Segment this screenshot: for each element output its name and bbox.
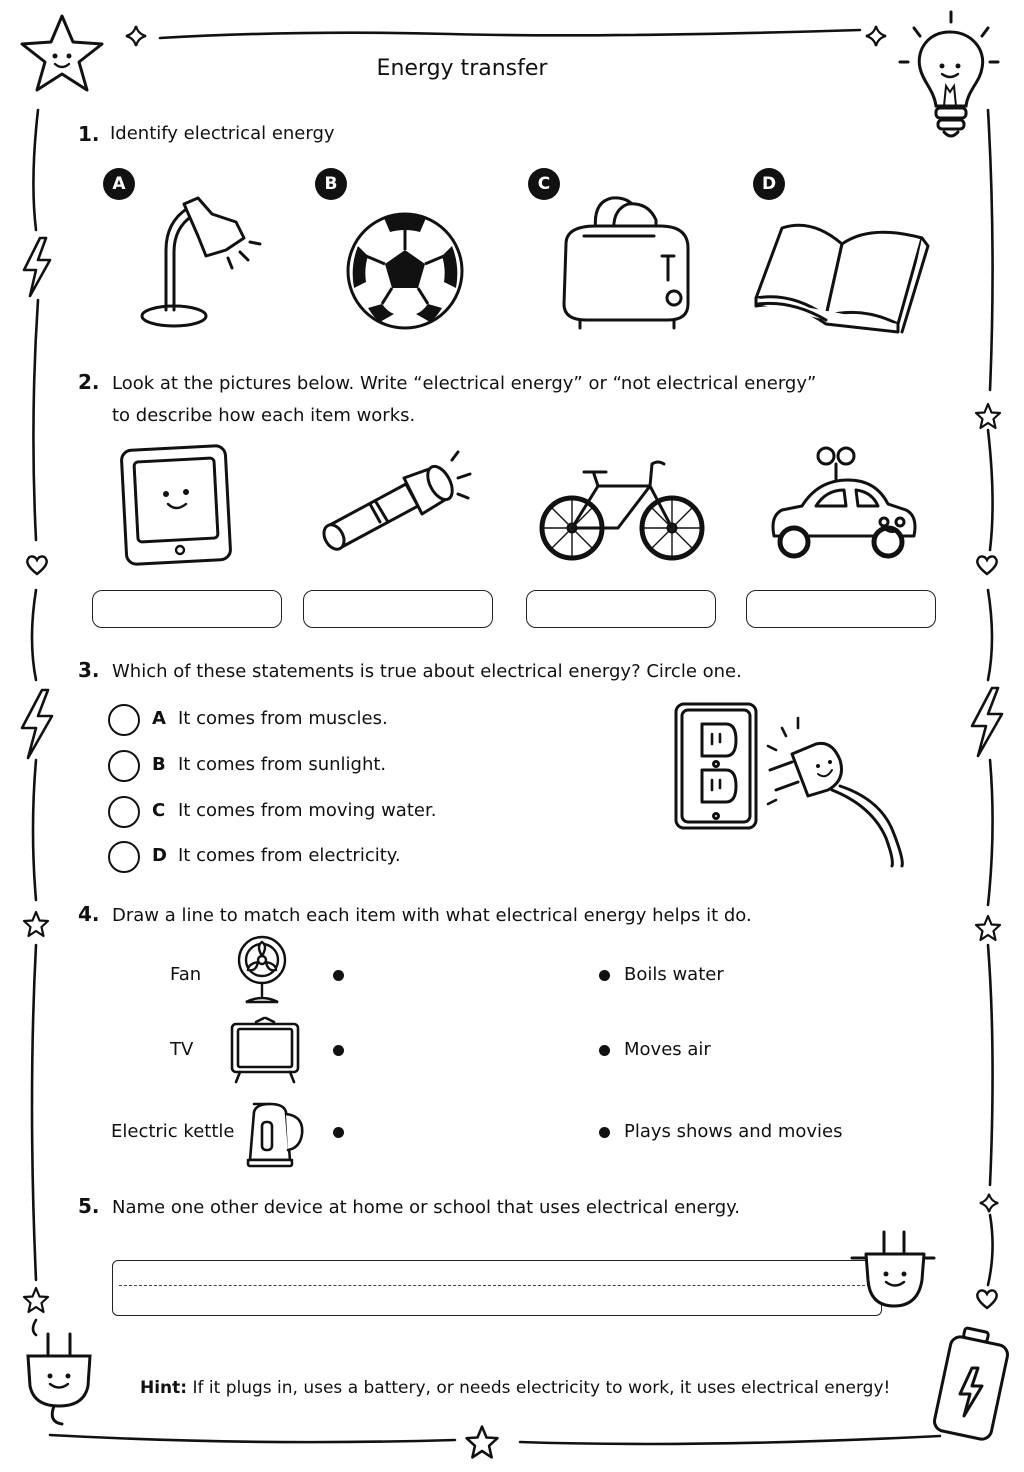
- dashed-guide-line: [119, 1285, 875, 1286]
- smiling-plug-icon: [18, 1330, 98, 1426]
- match-dot-right-boils-water[interactable]: [599, 970, 610, 981]
- option-text-a: It comes from muscles.: [178, 708, 388, 729]
- tablet-icon[interactable]: [118, 442, 232, 564]
- heart-icon: [24, 552, 50, 578]
- soccer-ball-icon[interactable]: [344, 210, 466, 332]
- question-4-prompt: Draw a line to match each item with what electrical energy helps it do.: [112, 905, 752, 926]
- option-circle-b[interactable]: [108, 750, 140, 782]
- bicycle-icon[interactable]: [538, 456, 706, 564]
- option-circle-a[interactable]: [108, 704, 140, 736]
- question-5-number: 5.: [78, 1194, 100, 1218]
- hint-body: If it plugs in, uses a battery, or needs electricity to work, it uses electrical energy!: [187, 1378, 891, 1398]
- sparkle-icon: [864, 24, 888, 48]
- option-circle-c[interactable]: [108, 796, 140, 828]
- star-icon: [464, 1424, 500, 1460]
- answer-box-flashlight[interactable]: [303, 590, 493, 628]
- question-5-answer-line[interactable]: [112, 1260, 882, 1316]
- match-dot-left-fan[interactable]: [333, 970, 344, 981]
- smiling-star-icon: [16, 12, 108, 96]
- question-1-number: 1.: [78, 122, 100, 146]
- lightning-bolt-icon: [968, 686, 1006, 758]
- option-letter-b: B: [152, 754, 166, 775]
- option-badge-a: A: [103, 168, 135, 200]
- option-letter-c: C: [152, 800, 166, 821]
- option-badge-d: D: [753, 168, 785, 200]
- match-label-electric-kettle: Electric kettle: [111, 1121, 235, 1142]
- match-label-tv: TV: [170, 1039, 194, 1060]
- question-4-number: 4.: [78, 902, 100, 926]
- match-label-fan: Fan: [170, 964, 202, 985]
- answer-box-toy-car[interactable]: [746, 590, 936, 628]
- sparkle-icon: [978, 1192, 1000, 1214]
- answer-box-tablet[interactable]: [92, 590, 282, 628]
- sparkle-icon: [124, 24, 148, 48]
- match-dot-left-kettle[interactable]: [333, 1127, 344, 1138]
- option-letter-a: A: [152, 708, 166, 729]
- desk-lamp-icon[interactable]: [136, 192, 266, 334]
- match-label-boils-water: Boils water: [624, 964, 724, 985]
- question-2-number: 2.: [78, 370, 100, 394]
- option-text-c: It comes from moving water.: [178, 800, 437, 821]
- lightning-bolt-icon: [18, 688, 56, 760]
- lightning-bolt-icon: [20, 236, 54, 298]
- question-3-prompt: Which of these statements is true about electrical energy? Circle one.: [112, 661, 742, 682]
- fan-icon: [236, 934, 288, 1006]
- option-text-b: It comes from sunlight.: [178, 754, 387, 775]
- heart-icon: [974, 1286, 1000, 1312]
- toaster-icon[interactable]: [556, 192, 696, 332]
- kettle-icon: [242, 1098, 308, 1168]
- tv-icon: [228, 1016, 302, 1086]
- hint-text: [140, 1378, 890, 1398]
- flashlight-icon[interactable]: [318, 452, 478, 562]
- battery-icon: [928, 1326, 1012, 1444]
- star-icon: [974, 402, 1002, 430]
- wall-outlet-and-plug-icon: [672, 700, 912, 870]
- match-dot-right-moves-air[interactable]: [599, 1045, 610, 1056]
- answer-box-bicycle[interactable]: [526, 590, 716, 628]
- star-icon: [22, 1286, 50, 1314]
- smiling-plug-icon: [848, 1228, 938, 1312]
- heart-icon: [974, 552, 1000, 578]
- question-5-prompt: Name one other device at home or school that uses electrical energy.: [112, 1197, 740, 1218]
- star-icon: [974, 914, 1002, 942]
- open-book-icon[interactable]: [752, 220, 932, 332]
- star-icon: [22, 910, 50, 938]
- hint-label: Hint:: [140, 1378, 188, 1398]
- question-2-prompt-line-1: Look at the pictures below. Write “electrical energy” or “not electrical energy”: [112, 373, 817, 394]
- option-badge-b: B: [315, 168, 347, 200]
- match-label-moves-air: Moves air: [624, 1039, 711, 1060]
- option-circle-d[interactable]: [108, 841, 140, 873]
- option-badge-c: C: [528, 168, 560, 200]
- question-3-number: 3.: [78, 658, 100, 682]
- match-dot-right-plays-shows[interactable]: [599, 1127, 610, 1138]
- wind-up-toy-car-icon[interactable]: [766, 444, 920, 562]
- page-title: Energy transfer: [376, 56, 548, 81]
- option-letter-d: D: [152, 845, 167, 866]
- match-dot-left-tv[interactable]: [333, 1045, 344, 1056]
- question-2-prompt-line-2: to describe how each item works.: [112, 405, 416, 426]
- option-text-d: It comes from electricity.: [178, 845, 401, 866]
- question-1-prompt: Identify electrical energy: [110, 123, 335, 144]
- match-label-plays-shows: Plays shows and movies: [624, 1121, 843, 1142]
